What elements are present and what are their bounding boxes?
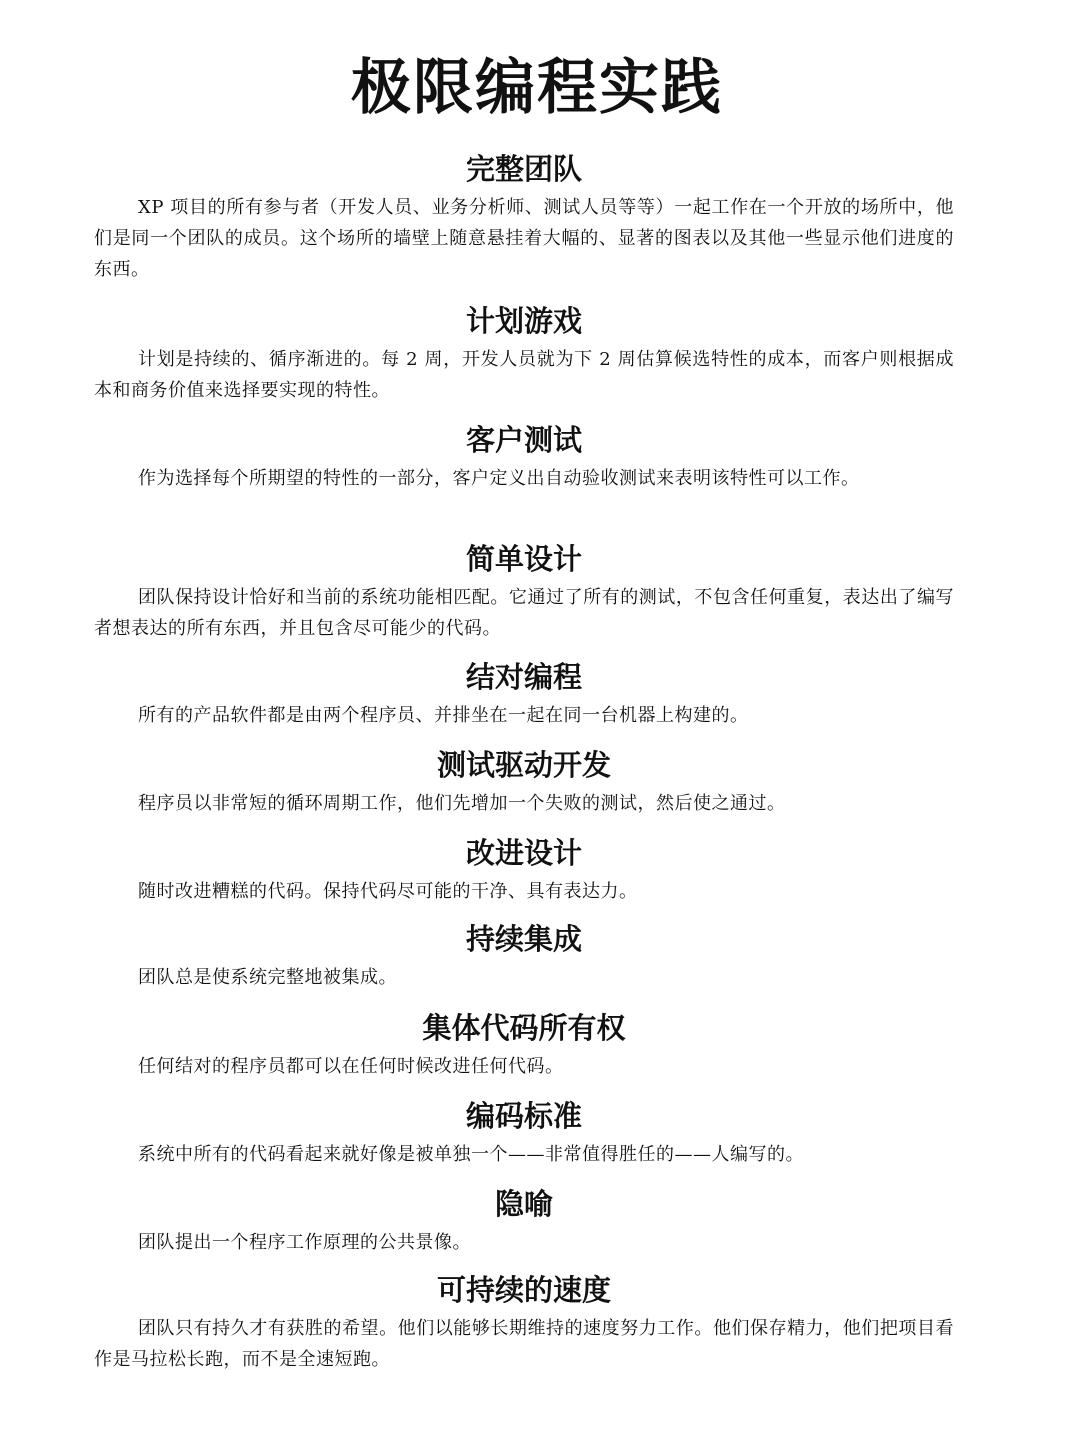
section-metaphor [94,1185,954,1258]
section-body: 团队保持设计恰好和当前的系统功能相匹配。它通过了所有的测试，不包含任何重复，表达出了编写者想表达的所有东西，并且包含尽可能少的代码。 [94,587,954,639]
section-body: 任何结对的程序员都可以在任何时候改进任何代码。 [138,1056,564,1077]
section-heading: 改进设计 [465,836,582,870]
section-design-improvement [94,834,954,907]
section-heading: 持续集成 [465,922,582,956]
section-heading: 简单设计 [465,542,582,576]
section-heading: 客户测试 [465,423,582,457]
section-heading: 计划游戏 [465,304,582,338]
section-simple-design [94,540,954,644]
section-heading: 完整团队 [465,152,582,186]
section-body: 随时改进糟糕的代码。保持代码尽可能的干净、具有表达力。 [138,881,638,902]
section-planning-game [94,302,954,406]
section-body: 系统中所有的代码看起来就好像是被单独一个——非常值得胜任的——人编写的。 [138,1144,804,1165]
section-heading: 集体代码所有权 [422,1011,626,1045]
section-body: 计划是持续的、循序渐进的。每 2 周，开发人员就为下 2 周估算候选特性的成本，而客户则根据成本和商务价值来选择要实现的特性。 [94,349,954,401]
section-pair-programming [94,658,954,731]
section-heading: 编码标准 [465,1099,582,1133]
section-body: 团队只有持久才有获胜的希望。他们以能够长期维持的速度努力工作。他们保存精力，他们把项目看作是马拉松长跑，而不是全速短跑。 [94,1318,954,1370]
section-heading: 结对编程 [465,660,582,694]
section-customer-tests [94,421,954,494]
page-title: 极限编程实践 [351,53,723,123]
section-heading: 可持续的速度 [436,1273,611,1307]
section-body: 团队提出一个程序工作原理的公共景像。 [138,1232,471,1253]
section-body: XP 项目的所有参与者（开发人员、业务分析师、测试人员等等）一起工作在一个开放的场所中，他们是同一个团队的成员。这个场所的墙壁上随意悬挂着大幅的、显著的图表以及其他一些显示他们进度的东西。 [94,197,954,280]
section-heading: 测试驱动开发 [436,748,611,782]
section-body: 作为选择每个所期望的特性的一部分，客户定义出自动验收测试来表明该特性可以工作。 [138,468,860,489]
section-body: 团队总是使系统完整地被集成。 [138,967,397,988]
section-heading: 隐喻 [494,1187,553,1221]
section-body: 程序员以非常短的循环周期工作，他们先增加一个失败的测试，然后使之通过。 [138,793,786,814]
section-whole-team [94,150,954,285]
section-test-driven-development [94,746,954,819]
section-sustainable-pace [94,1271,954,1375]
section-collective-ownership [94,1009,954,1082]
section-continuous-integration [94,920,954,993]
section-coding-standard [94,1097,954,1170]
section-body: 所有的产品软件都是由两个程序员、并排坐在一起在同一台机器上构建的。 [138,705,749,726]
